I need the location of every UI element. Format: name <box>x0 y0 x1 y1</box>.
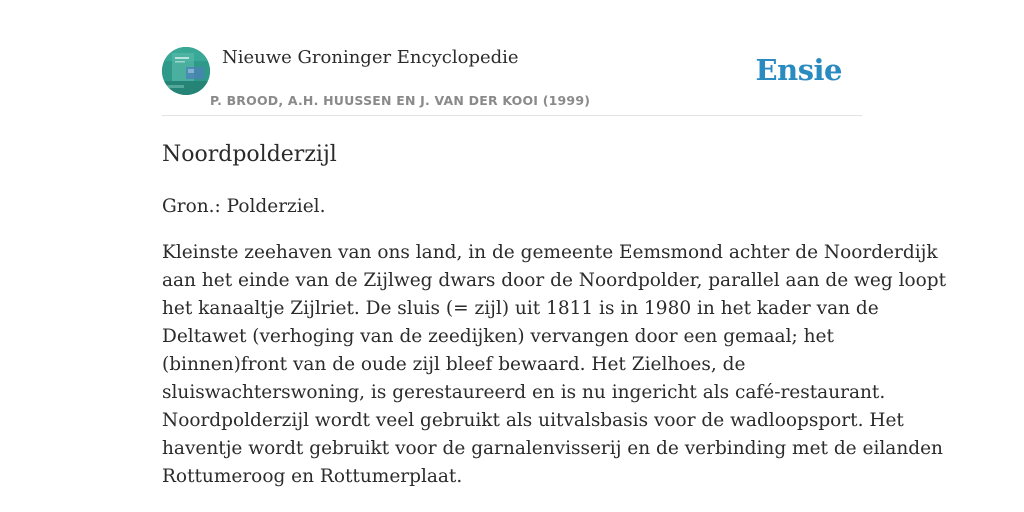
body-line: aan het einde van de Zijlweg dwars door de Noordpolder, parallel aan de weg loopt <box>162 270 947 291</box>
header-divider <box>162 115 862 116</box>
body-line: haventje wordt gebruikt voor de garnalenvisserij en de verbinding met de eilanden <box>162 438 943 459</box>
source-title[interactable]: Nieuwe Groninger Encyclopedie <box>222 47 519 68</box>
body-line: het kanaaltje Zijlriet. De sluis (= zijl) uit 1811 is in 1980 in het kader van de <box>162 298 879 319</box>
entry-alt-name: Gron.: Polderziel. <box>162 196 326 217</box>
book-cover-graphic <box>162 47 210 95</box>
entry-body <box>162 239 947 491</box>
entry-title: Noordpolderzijl <box>162 142 337 167</box>
article-card <box>162 0 947 512</box>
body-line: Noordpolderzijl wordt veel gebruikt als uitvalsbasis voor de wadloopsport. Het <box>162 410 904 431</box>
body-line: (binnen)front van de oude zijl bleef bewaard. Het Zielhoes, de <box>162 354 746 375</box>
body-line: sluiswachterswoning, is gerestaureerd en is nu ingericht als café-restaurant. <box>162 382 886 403</box>
body-line: Kleinste zeehaven van ons land, in de gemeente Eemsmond achter de Noorderdijk <box>162 242 938 263</box>
body-line: Deltawet (verhoging van de zeedijken) vervangen door een gemaal; het <box>162 326 834 347</box>
brand-logo[interactable]: Ensie <box>755 53 842 87</box>
body-line: Rottumeroog en Rottumerplaat. <box>162 466 463 487</box>
book-cover-image[interactable] <box>162 47 210 95</box>
source-authors: P. BROOD, A.H. HUUSSEN EN J. VAN DER KOOI (1999) <box>210 93 591 108</box>
